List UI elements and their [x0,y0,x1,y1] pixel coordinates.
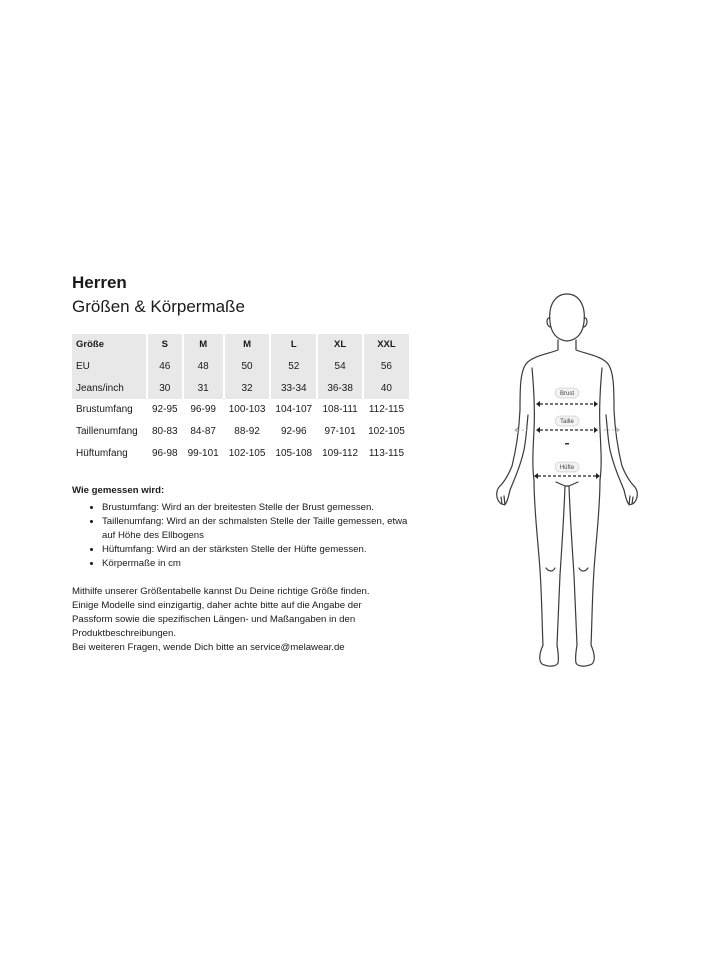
hip-label: Hüfte [559,465,575,471]
table-cell: 99-101 [187,447,219,459]
table-cell: 92-95 [152,404,178,416]
waist-faint-arrowhead-left [514,427,518,433]
list-item: • Hüftumfang: Wird an der stärksten Stelle der Hüfte gemessen. [102,543,412,557]
table-cell: XL [318,334,362,356]
list-item: • Körpermaße in cm [102,557,412,571]
info-text [72,585,402,655]
page-title: Herren [72,273,127,292]
row-label-cell: Brustumfang [76,404,133,416]
list-item: • Brustumfang: Wird an der breitesten Stelle der Brust gemessen. [102,501,412,515]
measurement-guide [72,484,412,571]
table-cell: 108-111 [322,404,358,416]
table-cell: XXL [364,334,409,356]
table-cell: 84-87 [190,426,216,438]
table-cell: M [225,334,270,356]
row-label-cell: Hüftumfang [76,447,128,459]
waist-label: Taille [560,419,574,425]
table-cell: 100-103 [228,404,266,416]
table-row [72,356,409,378]
table-cell: 113-115 [368,447,405,459]
row-label-cell: EU [72,356,146,378]
measurement-list [72,501,412,571]
table-cell: 96-99 [190,404,216,416]
table-cell: 88-92 [234,426,260,438]
table-row [72,377,409,399]
table-cell: M [184,334,223,356]
table-cell: 56 [364,356,409,378]
table-cell: 30 [148,377,182,399]
table-cell: 32 [225,377,270,399]
table-cell: 52 [271,356,316,378]
table-row [72,399,409,421]
table-cell: 104-107 [275,404,313,416]
row-label-cell: Größe [72,334,146,356]
table-cell: 36-38 [318,377,362,399]
info-line: Mithilfe unserer Größentabelle kannst Du Deine richtige Größe finden. [72,586,370,597]
table-cell: 112-115 [368,404,405,416]
table-cell: 31 [184,377,223,399]
table-cell: 40 [364,377,409,399]
table-row [72,442,409,464]
table-cell: 97-101 [324,426,356,438]
navel-mark [565,443,569,445]
row-label-cell: Taillenumfang [76,426,138,438]
table-cell: 102-105 [228,447,266,459]
waist-faint-arrowhead-right [616,427,620,433]
body-figure-illustration [492,290,642,670]
table-cell: 92-96 [280,426,307,438]
chest-label: Brust [559,391,575,397]
size-table [70,334,411,464]
info-line: Bei weiteren Fragen, wende Dich bitte an service@melawear.de [72,642,345,653]
table-cell: 109-112 [322,447,359,459]
table-cell: S [148,334,182,356]
table-cell: 50 [225,356,270,378]
info-line: Einige Modelle sind einzigartig, daher achte bitte auf die Angabe der Passform sowie die spezifischen Längen- und Maßangaben in den Produktbeschreibungen. [72,600,362,639]
measurement-heading: Wie gemessen wird: [72,485,165,496]
table-cell: 54 [318,356,362,378]
table-cell: 105-108 [275,447,313,459]
body-outline [497,294,638,666]
table-cell: 33-34 [271,377,316,399]
table-cell: 46 [148,356,182,378]
table-row [72,421,409,443]
list-item: • Taillenumfang: Wird an der schmalsten Stelle der Taille gemessen, etwa auf Höhe des Ellbogens [102,515,412,543]
table-cell: 102-105 [368,426,405,438]
page-subtitle: Größen & Körpermaße [72,297,245,316]
table-cell: 48 [184,356,223,378]
table-cell: 96-98 [152,447,178,459]
row-label-cell: Jeans/inch [72,377,146,399]
table-header-row [72,334,409,356]
measurement-markers [514,388,620,479]
table-cell: L [271,334,316,356]
table-cell: 80-83 [152,426,178,438]
